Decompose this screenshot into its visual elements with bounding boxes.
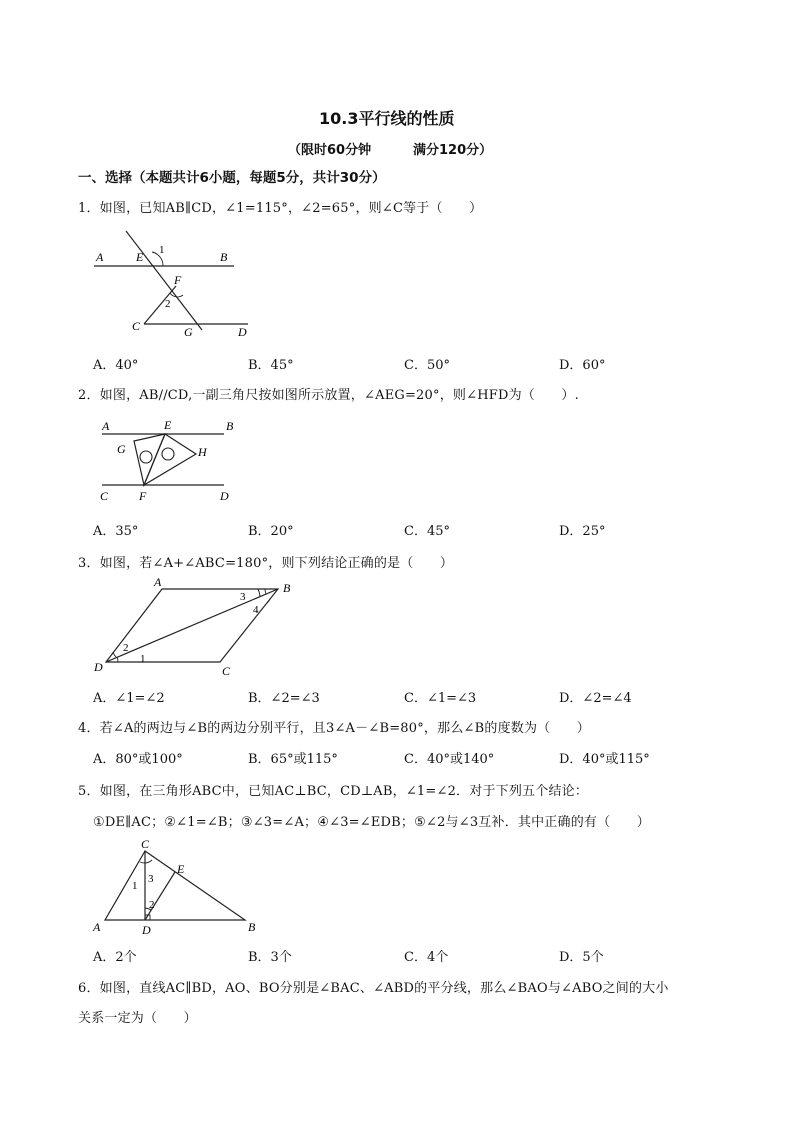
section-heading: 一、选择（本题共计6小题，每题5分，共计30分） — [78, 170, 386, 186]
q2-label-e: E — [164, 418, 172, 432]
q5-option-b[interactable]: B．3个 — [248, 950, 292, 965]
question-3-stem: 3．如图，若∠A+∠ABC=180°，则下列结论正确的是（ ） — [78, 556, 454, 571]
question-5-stem: 5．如图，在三角形ABC中，已知AC⊥BC，CD⊥AB，∠1=∠2．对于下列五个结论： — [78, 784, 589, 799]
q2-option-c[interactable]: C．45° — [404, 524, 450, 539]
q1-option-b[interactable]: B．45° — [248, 358, 294, 373]
question-4-stem: 4．若∠A的两边与∠B的两边分别平行，且3∠A－∠B=80°，那么∠B的度数为（ ） — [78, 721, 590, 736]
q3-angle-1: 1 — [140, 653, 146, 665]
q3-option-b[interactable]: B．∠2=∠3 — [248, 691, 320, 706]
q1-label-a: A — [96, 250, 104, 264]
q1-option-a[interactable]: A．40° — [93, 358, 139, 373]
q2-option-b[interactable]: B．20° — [248, 524, 294, 539]
q5-angle-3: 3 — [148, 873, 154, 885]
q2-label-h: H — [198, 445, 207, 459]
q5-label-e: E — [177, 862, 185, 876]
q3-angle-2: 2 — [123, 642, 129, 654]
question-5-stem-2: ①DE∥AC；②∠1=∠B；③∠3=∠A；④∠3=∠EDB；⑤∠2与∠3互补．其中正确的有（ ） — [93, 815, 650, 830]
q2-label-f: F — [139, 489, 147, 503]
page-title: 10.3平行线的性质 — [319, 109, 455, 128]
question-6-stem: 6．如图，直线AC∥BD，AO、BO分别是∠BAC、∠ABD的平分线，那么∠BAO与∠ABO之间的大小 — [78, 981, 669, 996]
question-5-figure — [88, 836, 268, 938]
q5-label-b: B — [248, 920, 256, 934]
q1-label-d: D — [238, 325, 247, 339]
q1-label-c: C — [132, 319, 141, 333]
q5-option-a[interactable]: A．2个 — [93, 950, 137, 965]
q5-angle-2: 2 — [149, 899, 155, 911]
q3-angle-3: 3 — [240, 591, 246, 603]
question-3-figure — [90, 576, 300, 678]
q4-option-c[interactable]: C．40°或140° — [404, 752, 495, 767]
q1-angle-1: 1 — [159, 244, 165, 256]
q1-label-b: B — [220, 250, 228, 264]
q3-label-d: D — [94, 660, 103, 674]
q2-label-c: C — [100, 489, 109, 503]
q1-label-f: F — [174, 273, 182, 287]
q3-label-b: B — [283, 581, 291, 595]
q5-label-d: D — [142, 923, 151, 937]
q4-option-d[interactable]: D．40°或115° — [559, 752, 650, 767]
q3-label-a: A — [154, 576, 162, 589]
q1-option-c[interactable]: C．50° — [404, 358, 450, 373]
q4-option-a[interactable]: A．80°或100° — [93, 752, 183, 767]
q4-option-b[interactable]: B．65°或115° — [248, 752, 338, 767]
q1-angle-2: 2 — [165, 298, 171, 310]
q3-option-d[interactable]: D．∠2=∠4 — [559, 691, 632, 706]
question-1-stem: 1．如图，已知AB∥CD，∠1=115°，∠2=65°，则∠C等于（ ） — [78, 201, 483, 216]
question-1-figure — [90, 222, 260, 342]
q2-label-d: D — [220, 489, 229, 503]
q2-option-d[interactable]: D．25° — [559, 524, 606, 539]
q3-label-c: C — [222, 664, 231, 678]
q1-label-g: G — [184, 325, 193, 339]
q3-option-a[interactable]: A．∠1=∠2 — [93, 691, 165, 706]
full-score: 满分120分） — [413, 143, 493, 158]
q2-label-b: B — [226, 419, 234, 433]
q1-label-e: E — [136, 250, 144, 264]
q5-label-c: C — [141, 837, 150, 851]
question-2-stem: 2．如图，AB//CD,一副三角尺按如图所示放置，∠AEG=20°，则∠HFD为（ ）. — [78, 388, 579, 403]
q5-option-c[interactable]: C．4个 — [404, 950, 449, 965]
q1-option-d[interactable]: D．60° — [559, 358, 606, 373]
q3-option-c[interactable]: C．∠1=∠3 — [404, 691, 477, 706]
q2-label-a: A — [102, 419, 110, 433]
q5-angle-1: 1 — [132, 880, 138, 892]
q5-label-a: A — [93, 920, 101, 934]
question-6-stem-2: 关系一定为（ ） — [78, 1011, 197, 1026]
q3-angle-4: 4 — [253, 604, 259, 616]
q2-label-g: G — [117, 442, 126, 456]
q2-option-a[interactable]: A．35° — [93, 524, 139, 539]
question-2-figure — [92, 414, 252, 506]
time-limit: （限时60分钟 — [288, 143, 372, 158]
q5-option-d[interactable]: D．5个 — [559, 950, 604, 965]
